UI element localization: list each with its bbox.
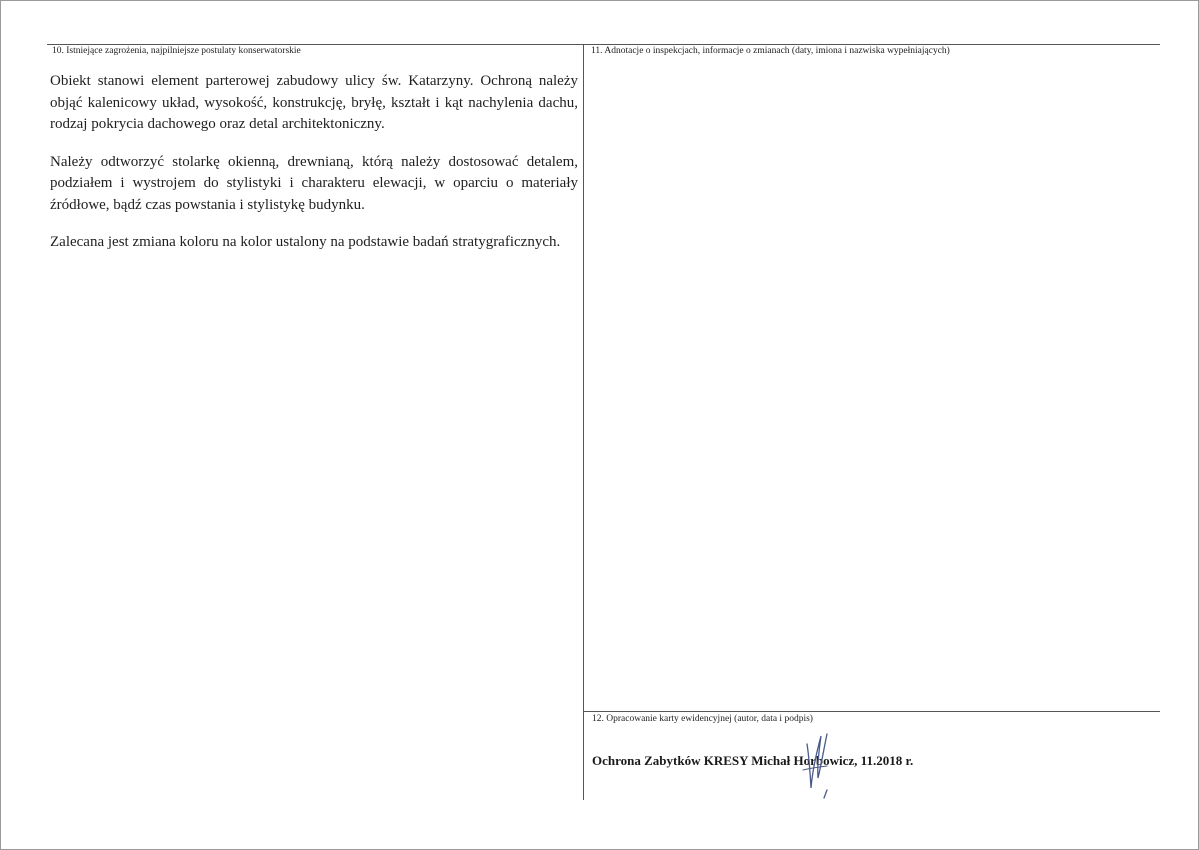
section10-content: [50, 71, 578, 270]
section10-paragraph-3: Zalecana jest zmiana koloru na kolor ustalony na podstawie badań stratygraficznych.: [50, 234, 561, 250]
author-line: Ochrona Zabytków KRESY Michał Horbowicz, 11.2018 r.: [592, 753, 914, 768]
section12-title: 12. Opracowanie karty ewidencyjnej (autor, data i podpis): [592, 714, 813, 724]
section10-title: 10. Istniejące zagrożenia, najpilniejsze postulaty konserwatorskie: [52, 46, 301, 56]
section12-top-rule: [583, 711, 1160, 712]
section11-top-rule: [583, 44, 1160, 45]
handwritten-signature: [797, 726, 845, 806]
section10-paragraph-2: Należy odtworzyć stolarkę okienną, drewnianą, którą należy dostosować detalem, podziałem i wystrojem do stylistyki i charakteru elewacji, w oparciu o materiały źródłowe, bądź czas powstania i stylistykę budynku.: [50, 153, 578, 213]
section10-top-rule: [47, 44, 583, 45]
section11-title: 11. Adnotacje o inspekcjach, informacje o zmianach (daty, imiona i nazwiska wypełniających): [591, 46, 950, 56]
section10-paragraph-1: Obiekt stanowi element parterowej zabudowy ulicy św. Katarzyny. Ochroną należy objąć kalenicowy układ, wysokość, konstrukcję, bryłę, kształt i kąt nachylenia dachu, rodzaj pokrycia dachowego oraz detal architektoniczny.: [50, 73, 578, 132]
column-divider: [583, 44, 584, 800]
